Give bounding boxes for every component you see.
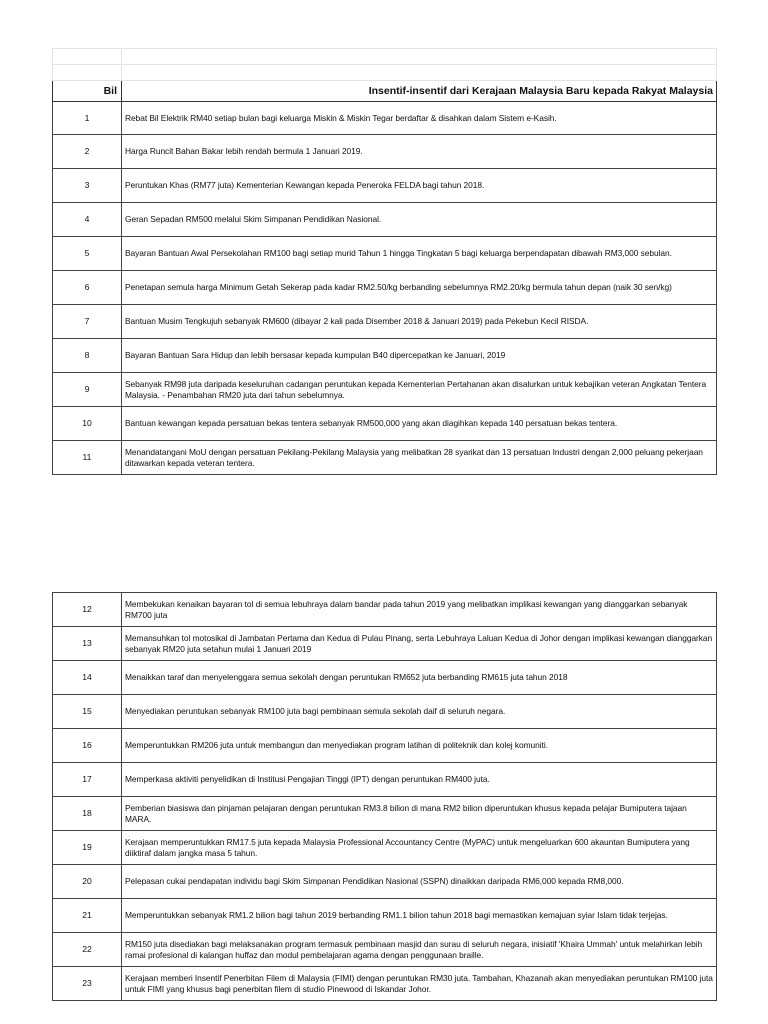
table-row — [53, 763, 717, 797]
row-number: 8 — [53, 339, 122, 373]
row-number: 5 — [53, 237, 122, 271]
row-number: 18 — [53, 797, 122, 831]
row-number: 9 — [53, 373, 122, 407]
row-description: Sebanyak RM98 juta daripada keseluruhan cadangan peruntukan kepada Kementerian Pertahanan akan disalurkan untuk kebajikan veteran Angkatan Tentera Malaysia. - Penambahan RM20 juta dari tahun sebelumnya. — [122, 373, 717, 407]
empty-row — [53, 65, 717, 81]
table-row — [53, 169, 717, 203]
table-row — [53, 695, 717, 729]
row-number: 17 — [53, 763, 122, 797]
row-number: 12 — [53, 593, 122, 627]
table-row — [53, 593, 717, 627]
row-description: Kerajaan memberi Insentif Penerbitan Filem di Malaysia (FIMI) dengan peruntukan RM30 juta. Tambahan, Khazanah akan menyediakan peruntukan RM100 juta untuk FIMI yang khusus bagi penerbitan filem di studio Pinewood di Iskandar Johor. — [122, 967, 717, 1001]
table-row — [53, 933, 717, 967]
row-number: 14 — [53, 661, 122, 695]
table-row — [53, 305, 717, 339]
row-description: Memperkasa aktiviti penyelidikan di Institusi Pengajian Tinggi (IPT) dengan peruntukan RM400 juta. — [122, 763, 717, 797]
table-row — [53, 237, 717, 271]
table-row — [53, 203, 717, 237]
table-row — [53, 865, 717, 899]
table-row — [53, 373, 717, 407]
row-number: 3 — [53, 169, 122, 203]
row-number: 21 — [53, 899, 122, 933]
row-description: Menyediakan peruntukan sebanyak RM100 juta bagi pembinaan semula sekolah daif di seluruh negara. — [122, 695, 717, 729]
table-row — [53, 407, 717, 441]
row-number: 10 — [53, 407, 122, 441]
empty-row — [53, 49, 717, 65]
empty-cell — [53, 65, 122, 81]
row-description: Bayaran Bantuan Sara Hidup dan lebih bersasar kepada kumpulan B40 dipercepatkan ke Januari, 2019 — [122, 339, 717, 373]
incentives-table-part-1 — [52, 48, 716, 475]
row-description: Bayaran Bantuan Awal Persekolahan RM100 bagi setiap murid Tahun 1 hingga Tingkatan 5 bagi keluarga berpendapatan dibawah RM3,000 sebulan. — [122, 237, 717, 271]
row-description: Penetapan semula harga Minimum Getah Sekerap pada kadar RM2.50/kg berbanding sebelumnya RM2.20/kg bermula tahun depan (naik 30 sen/kg) — [122, 271, 717, 305]
row-description: Peruntukan Khas (RM77 juta) Kementerian Kewangan kepada Peneroka FELDA bagi tahun 2018. — [122, 169, 717, 203]
empty-cell — [122, 65, 717, 81]
table-row — [53, 271, 717, 305]
row-description: Membekukan kenaikan bayaran tol di semua lebuhraya dalam bandar pada tahun 2019 yang melibatkan implikasi kewangan yang dianggarkan sebanyak RM700 juta — [122, 593, 717, 627]
row-description: Harga Runcit Bahan Bakar lebih rendah bermula 1 Januari 2019. — [122, 135, 717, 169]
row-number: 20 — [53, 865, 122, 899]
row-number: 19 — [53, 831, 122, 865]
row-description: Memperuntukkan sebanyak RM1.2 bilion bagi tahun 2019 berbanding RM1.1 bilion tahun 2018 bagi memastikan kemajuan syiar Islam tidak terjejas. — [122, 899, 717, 933]
table-row — [53, 102, 717, 135]
table-header-row — [53, 81, 717, 102]
table-row — [53, 627, 717, 661]
row-description: Menaikkan taraf dan menyelenggara semua sekolah dengan peruntukan RM652 juta berbanding RM615 juta tahun 2018 — [122, 661, 717, 695]
row-description: Memperuntukkan RM206 juta untuk membangun dan menyediakan program latihan di politeknik dan kolej komuniti. — [122, 729, 717, 763]
row-number: 7 — [53, 305, 122, 339]
row-description: RM150 juta disediakan bagi melaksanakan program termasuk pembinaan masjid dan surau di seluruh negara, inisiatif 'Khaira Ummah' untuk melahirkan lebih ramai profesional di kalangan huffaz dan modul pembelajaran agama dengan penggunaan braille. — [122, 933, 717, 967]
row-description: Kerajaan memperuntukkan RM17.5 juta kepada Malaysia Professional Accountancy Centre (MyPAC) untuk mengeluarkan 600 akauntan Bumiputera yang diiktiraf dalam jangka masa 5 tahun. — [122, 831, 717, 865]
row-description: Pemberian biasiswa dan pinjaman pelajaran dengan peruntukan RM3.8 bilion di mana RM2 bilion diperuntukan khusus kepada pelajar Bumiputera tajaan MARA. — [122, 797, 717, 831]
table-row — [53, 661, 717, 695]
row-number: 1 — [53, 102, 122, 135]
table-row — [53, 729, 717, 763]
row-description: Memansuhkan tol motosikal di Jambatan Pertama dan Kedua di Pulau Pinang, serta Lebuhraya Laluan Kedua di Johor dengan implikasi kewangan dianggarkan sebanyak RM20 juta setahun mulai 1 Januari 2019 — [122, 627, 717, 661]
empty-cell — [122, 49, 717, 65]
row-number: 22 — [53, 933, 122, 967]
table-row — [53, 967, 717, 1001]
row-description: Geran Sepadan RM500 melalui Skim Simpanan Pendidikan Nasional. — [122, 203, 717, 237]
row-number: 11 — [53, 441, 122, 475]
table-row — [53, 899, 717, 933]
row-description: Bantuan Musim Tengkujuh sebanyak RM600 (dibayar 2 kali pada Disember 2018 & Januari 2019) pada Pekebun Kecil RISDA. — [122, 305, 717, 339]
row-number: 4 — [53, 203, 122, 237]
row-number: 23 — [53, 967, 122, 1001]
row-description: Pelepasan cukai pendapatan individu bagi Skim Simpanan Pendidikan Nasional (SSPN) dinaikkan daripada RM6,000 kepada RM8,000. — [122, 865, 717, 899]
row-description: Menandatangani MoU dengan persatuan Pekilang-Pekilang Malaysia yang melibatkan 28 syarikat dan 13 persatuan Industri dengan 2,000 peluang pekerjaan ditawarkan kepada veteran tentera. — [122, 441, 717, 475]
row-number: 15 — [53, 695, 122, 729]
row-number: 6 — [53, 271, 122, 305]
empty-cell — [53, 49, 122, 65]
incentives-table-part-2 — [52, 592, 716, 1001]
row-description: Rebat Bil Elektrik RM40 setiap bulan bagi keluarga Miskin & Miskin Tegar berdaftar & disahkan dalam Sistem e-Kasih. — [122, 102, 717, 135]
table-row — [53, 831, 717, 865]
table-row — [53, 441, 717, 475]
column-header-title: Insentif-insentif dari Kerajaan Malaysia Baru kepada Rakyat Malaysia — [122, 81, 717, 102]
row-number: 16 — [53, 729, 122, 763]
table-row — [53, 339, 717, 373]
row-number: 13 — [53, 627, 122, 661]
table-row — [53, 797, 717, 831]
column-header-bil: Bil — [53, 81, 122, 102]
row-description: Bantuan kewangan kepada persatuan bekas tentera sebanyak RM500,000 yang akan diagihkan kepada 140 persatuan bekas tentera. — [122, 407, 717, 441]
table-row — [53, 135, 717, 169]
row-number: 2 — [53, 135, 122, 169]
